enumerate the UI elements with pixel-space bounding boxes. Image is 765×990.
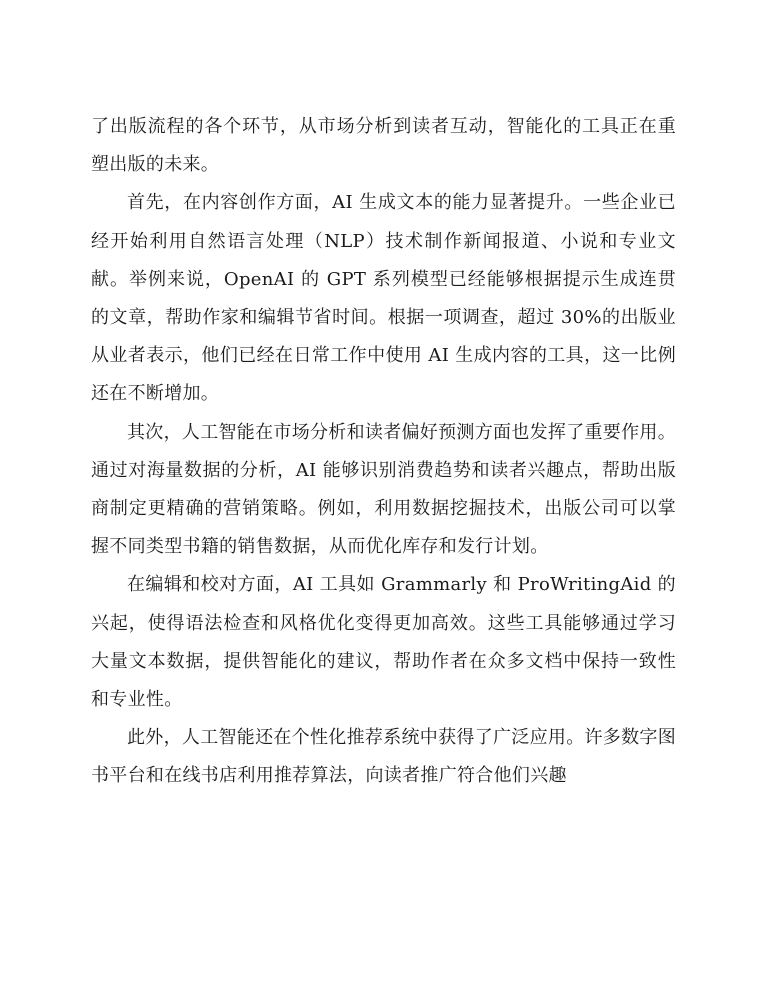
paragraph-1: 了出版流程的各个环节，从市场分析到读者互动，智能化的工具正在重塑出版的未来。 — [91, 116, 676, 176]
paragraph-3: 其次，人工智能在市场分析和读者偏好预测方面也发挥了重要作用。通过对海量数据的分析，AI 能够识别消费趋势和读者兴趣点，帮助出版商制定更精确的营销策略。例如，利用数据挖掘技术，出版公司可以掌握不同类型书籍的销售数据，从而优化库存和发行计划。 — [91, 421, 676, 558]
document-body — [91, 108, 676, 796]
paragraph-2: 首先，在内容创作方面，AI 生成文本的能力显著提升。一些企业已经开始利用自然语言处理（NLP）技术制作新闻报道、小说和专业文献。举例来说，OpenAI 的 GPT 系列模型已经能够根据提示生成连贯的文章，帮助作家和编辑节省时间。根据一项调查，超过 30%的出版业从业者表示，他们已经在日常工作中使用 AI 生成内容的工具，这一比例还在不断增加。 — [91, 192, 676, 405]
paragraph-4: 在编辑和校对方面，AI 工具如 Grammarly 和 ProWritingAid 的兴起，使得语法检查和风格优化变得更加高效。这些工具能够通过学习大量文本数据，提供智能化的建议，帮助作者在众多文档中保持一致性和专业性。 — [91, 574, 676, 711]
paragraph-5: 此外，人工智能还在个性化推荐系统中获得了广泛应用。许多数字图书平台和在线书店利用推荐算法，向读者推广符合他们兴趣 — [91, 727, 676, 787]
